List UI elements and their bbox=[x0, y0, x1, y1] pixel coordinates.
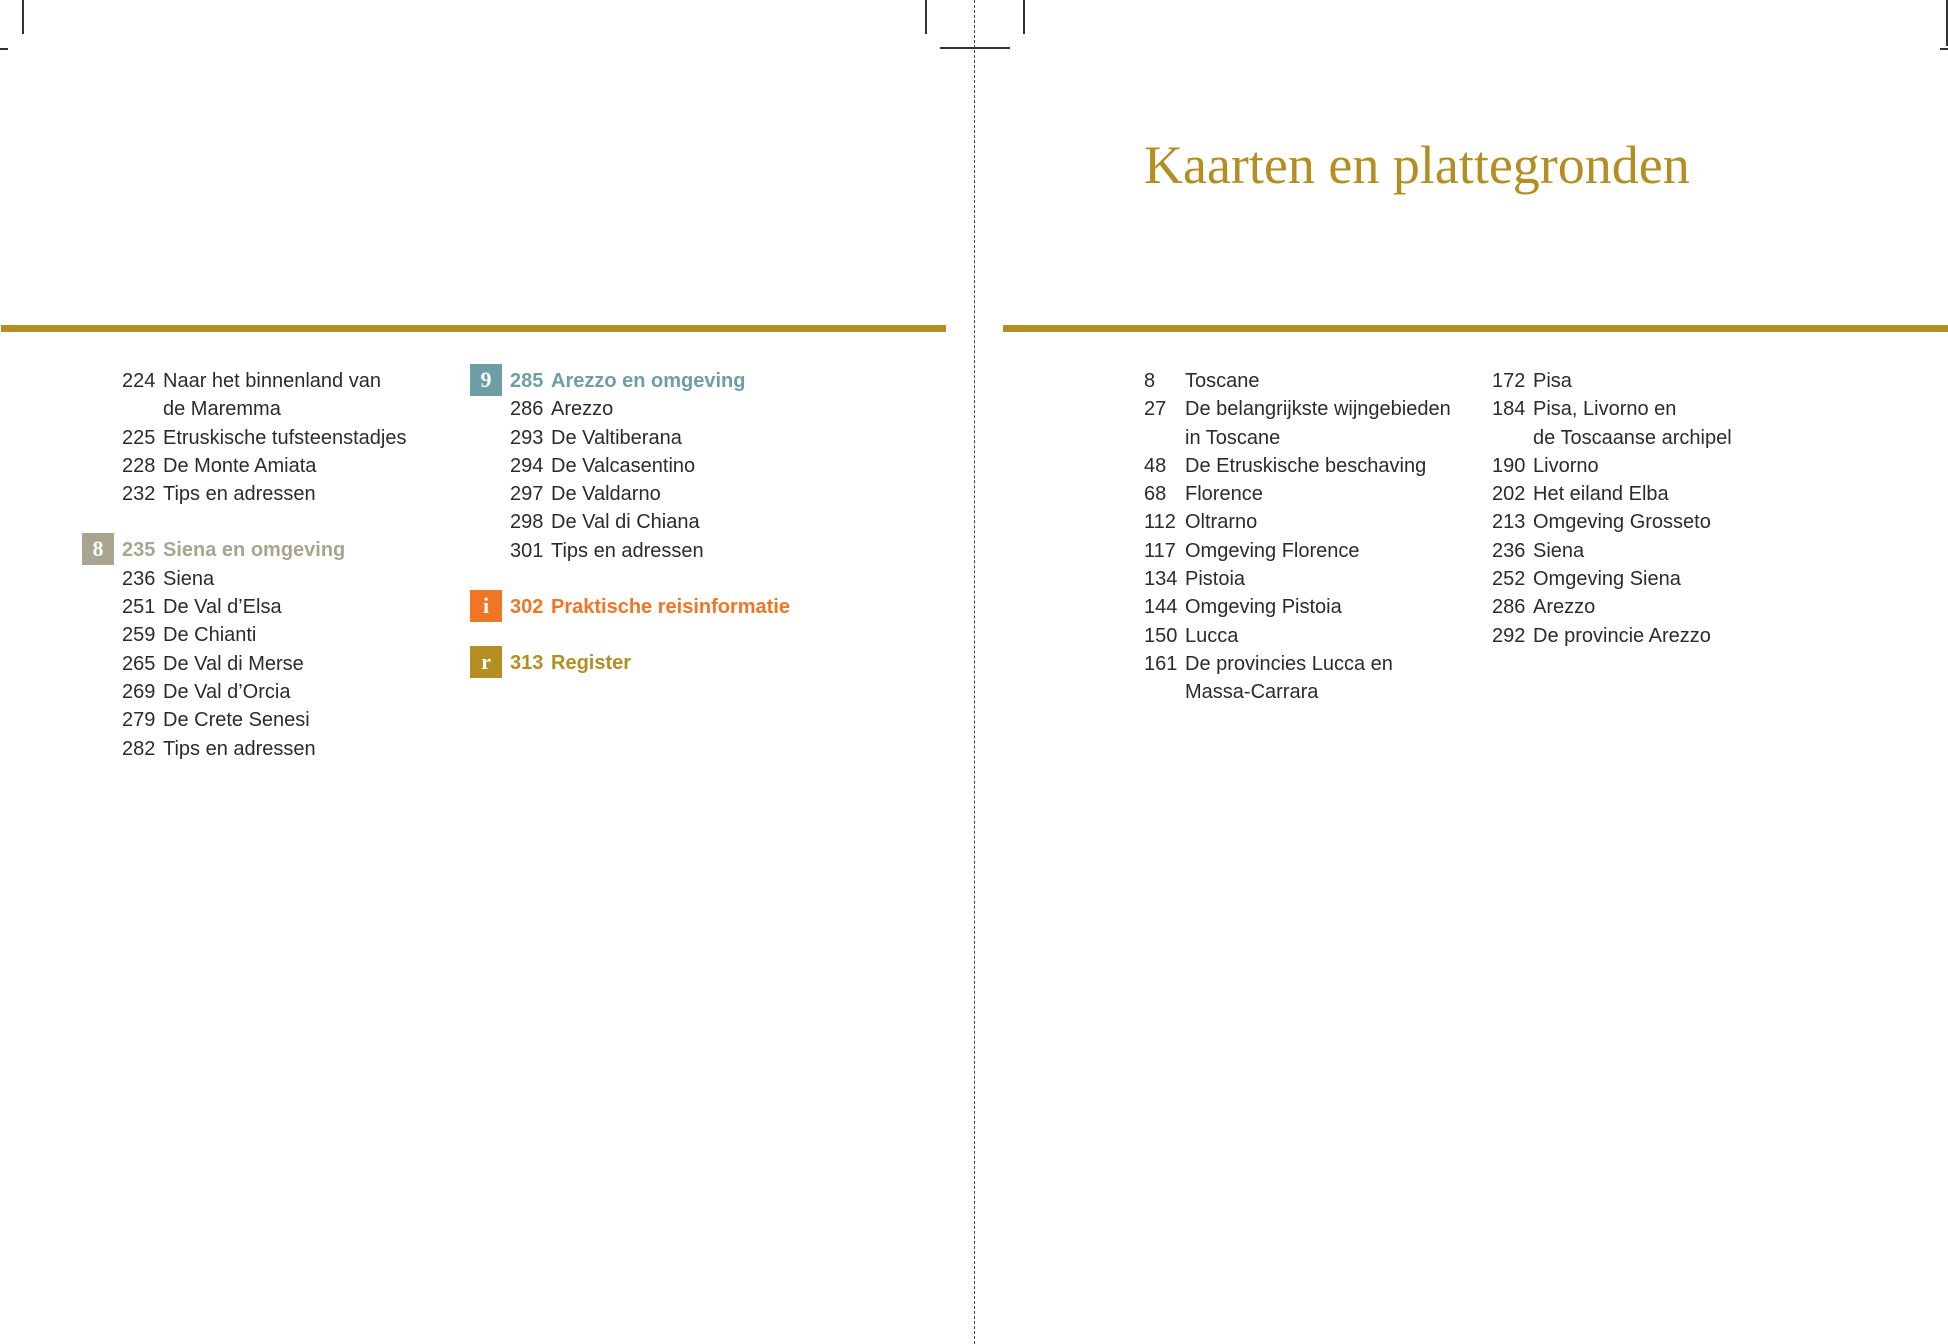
entry-label: Praktische reisinformatie bbox=[551, 596, 790, 619]
entry-label: De Etruskische beschaving bbox=[1185, 454, 1427, 477]
page-number: 48 bbox=[1144, 454, 1167, 477]
map-entry bbox=[1492, 452, 1822, 480]
entry-label: Omgeving Grosseto bbox=[1533, 511, 1711, 534]
toc-entry bbox=[122, 480, 442, 508]
map-entry bbox=[1492, 508, 1822, 536]
entry-label: De Valdarno bbox=[551, 483, 661, 506]
page-number: 190 bbox=[1492, 454, 1526, 477]
page-number: 282 bbox=[122, 737, 156, 760]
entry-label: Arezzo bbox=[551, 398, 614, 421]
chapter-heading-9 bbox=[480, 367, 850, 395]
page-number: 8 bbox=[1144, 370, 1156, 392]
section-gap bbox=[510, 621, 850, 649]
page-number: 112 bbox=[1144, 511, 1176, 534]
entry-label: De Monte Amiata bbox=[163, 454, 317, 477]
page-number: 117 bbox=[1144, 539, 1176, 562]
entry-label: De provincies Lucca en bbox=[1185, 652, 1393, 675]
map-entry bbox=[1144, 593, 1474, 621]
register-heading bbox=[481, 649, 850, 677]
page-number: 294 bbox=[510, 454, 544, 477]
entry-label-continued: Massa-Carrara bbox=[1185, 681, 1319, 704]
toc-entry bbox=[510, 452, 850, 480]
toc-entry bbox=[122, 678, 442, 706]
page-number: 134 bbox=[1144, 568, 1178, 591]
page-number: 251 bbox=[122, 596, 156, 619]
right-page-rule bbox=[1003, 325, 1948, 332]
map-entry bbox=[1492, 622, 1822, 650]
page-number: 161 bbox=[1144, 652, 1178, 675]
entry-label: Omgeving Florence bbox=[1185, 539, 1360, 562]
entry-label: De Val di Chiana bbox=[551, 511, 700, 534]
entry-label: Lucca bbox=[1185, 624, 1239, 647]
map-entry bbox=[1492, 395, 1822, 423]
toc-column-1 bbox=[92, 367, 442, 763]
page-number: 235 bbox=[122, 539, 156, 562]
page-number: 236 bbox=[122, 567, 156, 590]
toc-entry bbox=[510, 508, 850, 536]
toc-entry-continuation bbox=[1492, 424, 1822, 452]
entry-label: Siena bbox=[163, 567, 215, 590]
entry-label: Naar het binnenland van bbox=[163, 370, 381, 392]
indent-spacer bbox=[1492, 424, 1533, 452]
crop-mark bbox=[925, 0, 927, 34]
page-number: 27 bbox=[1144, 398, 1167, 421]
page-number: 259 bbox=[122, 624, 156, 647]
crop-mark bbox=[1023, 0, 1025, 34]
entry-label: Arezzo bbox=[1533, 596, 1596, 619]
crop-mark bbox=[0, 48, 8, 50]
map-entry bbox=[1492, 480, 1822, 508]
map-entry bbox=[1492, 537, 1822, 565]
toc-entry bbox=[122, 621, 442, 649]
entry-label: Tips en adressen bbox=[551, 539, 704, 562]
entry-label: Omgeving Pistoia bbox=[1185, 596, 1342, 619]
entry-label: De Valcasentino bbox=[551, 454, 696, 477]
toc-column-2 bbox=[480, 367, 850, 678]
indent-spacer bbox=[122, 395, 163, 423]
entry-label: Arezzo en omgeving bbox=[551, 370, 746, 392]
page-number: 232 bbox=[122, 483, 156, 506]
toc-entry bbox=[122, 452, 442, 480]
entry-label: Etruskische tufsteenstadjes bbox=[163, 426, 407, 449]
page-number: 279 bbox=[122, 709, 156, 732]
chapter-8-badge: 8 bbox=[82, 533, 114, 565]
page-number: 150 bbox=[1144, 624, 1178, 647]
register-badge: r bbox=[470, 646, 502, 678]
crop-mark bbox=[1946, 0, 1948, 46]
entry-label: Tips en adressen bbox=[163, 737, 316, 760]
map-entry bbox=[1492, 565, 1822, 593]
map-entry bbox=[1144, 452, 1474, 480]
toc-entry bbox=[122, 424, 442, 452]
entry-label: De Valtiberana bbox=[551, 426, 682, 449]
map-entry bbox=[1144, 537, 1474, 565]
section-gap bbox=[122, 508, 442, 536]
page-number: 224 bbox=[122, 370, 156, 392]
entry-label: Toscane bbox=[1185, 370, 1260, 392]
toc-entry bbox=[510, 537, 850, 565]
page-number: 297 bbox=[510, 483, 544, 506]
page-number: 225 bbox=[122, 426, 156, 449]
page-number: 68 bbox=[1144, 483, 1167, 506]
page-number: 265 bbox=[122, 652, 156, 675]
maps-column-2 bbox=[1492, 367, 1822, 650]
entry-label: Tips en adressen bbox=[163, 483, 316, 506]
entry-label-continued: in Toscane bbox=[1185, 426, 1281, 449]
page-number: 228 bbox=[122, 454, 156, 477]
entry-label: Livorno bbox=[1533, 454, 1599, 477]
entry-label: Florence bbox=[1185, 483, 1263, 506]
entry-label-continued: de Toscaanse archipel bbox=[1533, 426, 1732, 449]
page-number: 313 bbox=[510, 652, 544, 675]
page-number: 292 bbox=[1492, 624, 1526, 647]
info-badge: i bbox=[470, 590, 502, 622]
page-number: 285 bbox=[510, 370, 544, 392]
toc-entry-continuation bbox=[1144, 678, 1474, 706]
page-number: 298 bbox=[510, 511, 544, 534]
page-number: 172 bbox=[1492, 370, 1526, 392]
map-entry bbox=[1492, 367, 1822, 395]
page-number: 269 bbox=[122, 680, 156, 703]
entry-label: Oltrarno bbox=[1185, 511, 1258, 534]
entry-label: Register bbox=[551, 652, 632, 675]
left-page-rule bbox=[1, 325, 946, 332]
map-entry bbox=[1144, 395, 1474, 423]
entry-label: De belangrijkste wijngebieden bbox=[1185, 398, 1451, 421]
crop-mark bbox=[22, 0, 24, 34]
chapter-heading-8 bbox=[92, 536, 442, 564]
map-entry bbox=[1144, 565, 1474, 593]
page-number: 293 bbox=[510, 426, 544, 449]
page-number: 144 bbox=[1144, 596, 1178, 619]
page-title: Kaarten en plattegronden bbox=[1144, 135, 1690, 195]
entry-label: De Chianti bbox=[163, 624, 257, 647]
entry-label-continued: de Maremma bbox=[163, 398, 281, 421]
info-heading bbox=[482, 593, 850, 621]
entry-label: De provincie Arezzo bbox=[1533, 624, 1711, 647]
entry-label: Pistoia bbox=[1185, 568, 1246, 591]
toc-entry bbox=[122, 593, 442, 621]
chapter-9-badge: 9 bbox=[470, 364, 502, 396]
map-entry bbox=[1492, 593, 1822, 621]
toc-entry bbox=[122, 367, 442, 395]
map-entry bbox=[1144, 650, 1474, 678]
page-number: 286 bbox=[510, 398, 544, 421]
map-entry bbox=[1144, 622, 1474, 650]
page-fold-line bbox=[974, 0, 975, 1344]
indent-spacer bbox=[1144, 678, 1185, 706]
entry-label: Omgeving Siena bbox=[1533, 568, 1681, 591]
indent-spacer bbox=[1144, 424, 1185, 452]
page-number: 184 bbox=[1492, 398, 1526, 421]
crop-mark bbox=[940, 47, 1010, 49]
entry-label: Het eiland Elba bbox=[1533, 483, 1669, 506]
entry-label: De Val di Merse bbox=[163, 652, 304, 675]
toc-entry bbox=[510, 424, 850, 452]
entry-label: Siena bbox=[1533, 539, 1585, 562]
toc-entry bbox=[510, 480, 850, 508]
page-number: 286 bbox=[1492, 596, 1526, 619]
entry-label: De Val d’Orcia bbox=[163, 680, 291, 703]
section-gap bbox=[510, 565, 850, 593]
page-number: 301 bbox=[510, 539, 544, 562]
toc-entry bbox=[122, 565, 442, 593]
toc-entry bbox=[122, 706, 442, 734]
page-number: 202 bbox=[1492, 483, 1526, 506]
entry-label: Siena en omgeving bbox=[163, 539, 346, 562]
entry-label: De Val d’Elsa bbox=[163, 596, 282, 619]
toc-entry bbox=[510, 395, 850, 423]
maps-column-1 bbox=[1144, 367, 1474, 707]
page-number: 252 bbox=[1492, 568, 1526, 591]
toc-entry-continuation bbox=[122, 395, 442, 423]
crop-mark bbox=[1940, 48, 1948, 50]
entry-label: Pisa, Livorno en bbox=[1533, 398, 1677, 421]
page-number: 213 bbox=[1492, 511, 1526, 534]
map-entry bbox=[1144, 367, 1474, 395]
entry-label: Pisa bbox=[1533, 370, 1572, 392]
map-entry bbox=[1144, 480, 1474, 508]
map-entry bbox=[1144, 508, 1474, 536]
page-number: 302 bbox=[510, 596, 544, 619]
toc-entry bbox=[122, 735, 442, 763]
page-number: 236 bbox=[1492, 539, 1526, 562]
entry-label: De Crete Senesi bbox=[163, 709, 310, 732]
toc-entry-continuation bbox=[1144, 424, 1474, 452]
toc-entry bbox=[122, 650, 442, 678]
